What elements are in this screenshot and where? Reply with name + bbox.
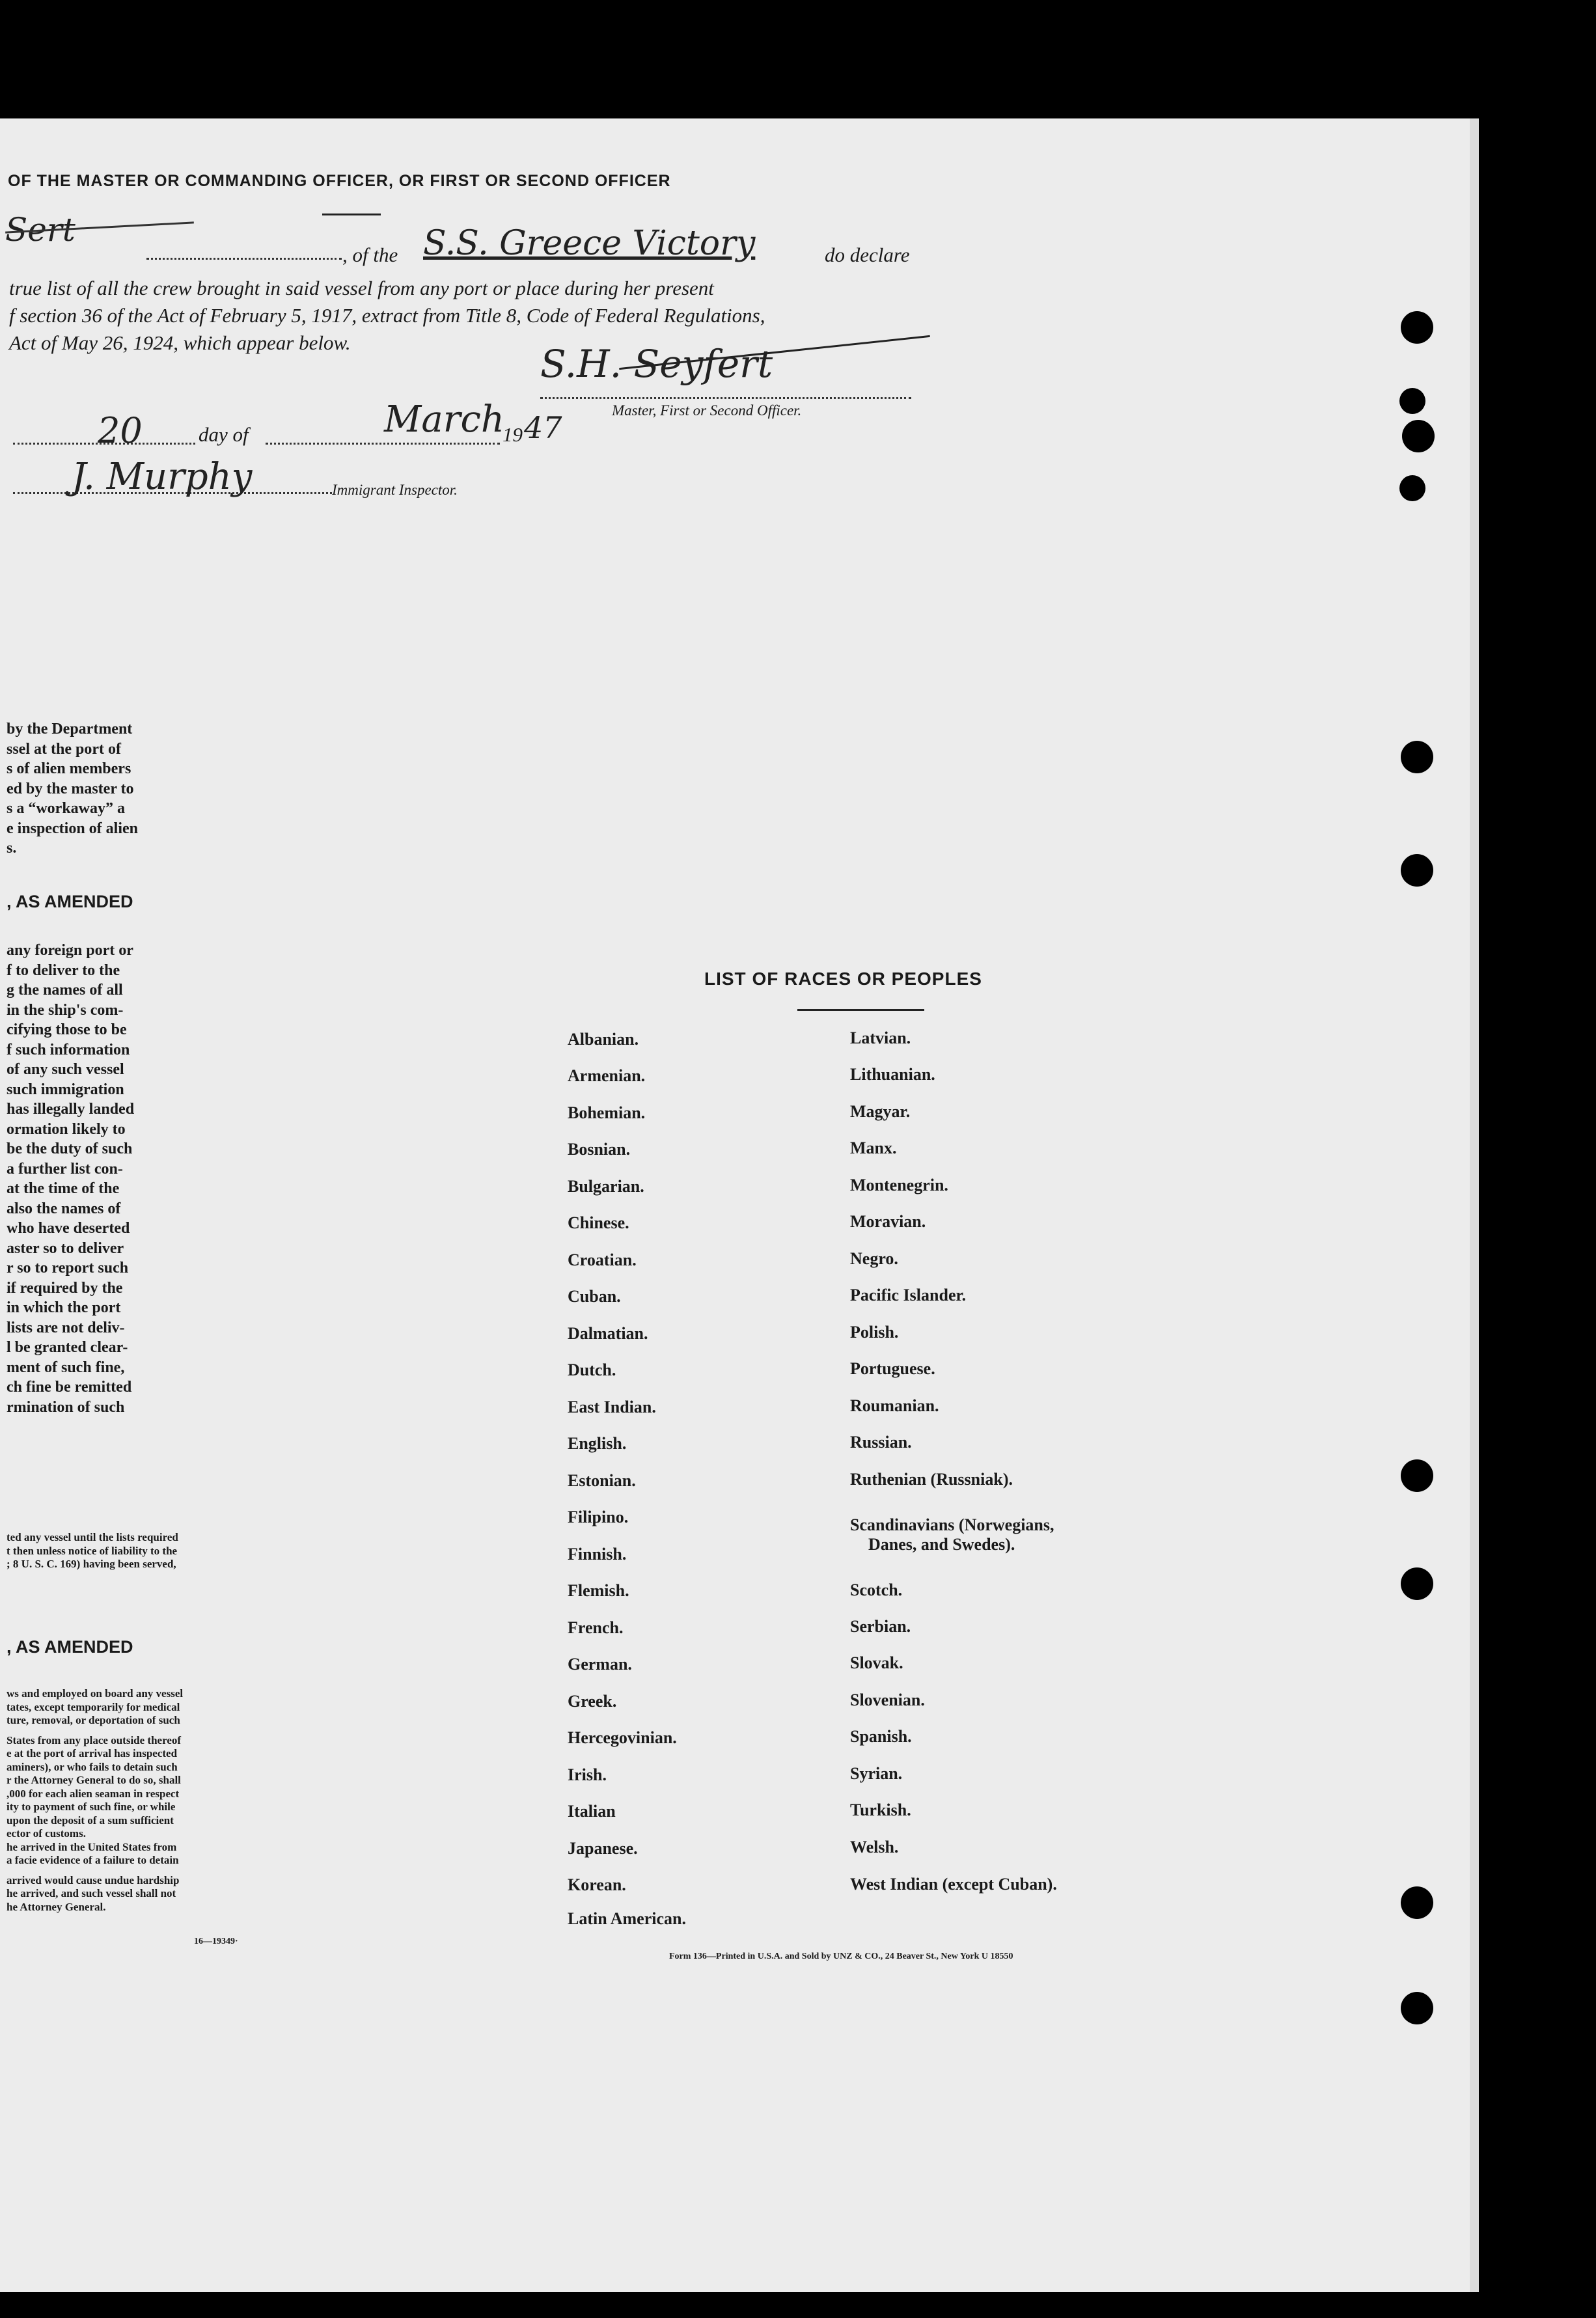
declaration-line-2: true list of all the crew brought in said vessel from any port or place during her present	[9, 277, 714, 299]
race-item: Cuban.	[568, 1287, 621, 1306]
races-title-rule	[797, 1009, 924, 1011]
race-item: Estonian.	[568, 1471, 636, 1490]
punch-hole	[1402, 420, 1435, 452]
left-paragraph-1: by the Department ssel at the port of s of alien members ed by the master to s a “workaway” a e inspection of alien s.	[7, 721, 138, 857]
race-item: Danes, and Swedes).	[868, 1535, 1015, 1554]
punch-hole	[1401, 1886, 1433, 1919]
handwritten-name: Sert	[5, 211, 76, 249]
race-item: Manx.	[850, 1138, 897, 1157]
header-rule	[322, 214, 381, 215]
race-item: Spanish.	[850, 1727, 912, 1746]
race-item: Scotch.	[850, 1580, 903, 1599]
race-item: Slovak.	[850, 1653, 903, 1672]
race-item: Latvian.	[850, 1028, 911, 1047]
race-item: Pacific Islander.	[850, 1286, 967, 1304]
of-the-label: , of the	[342, 243, 398, 266]
inspector-signature: J. Murphy	[72, 456, 253, 498]
race-item: Latin American.	[568, 1909, 686, 1928]
race-item: Greek.	[568, 1692, 617, 1711]
race-item: Bohemian.	[568, 1103, 646, 1122]
race-item: Irish.	[568, 1765, 607, 1784]
race-item: Magyar.	[850, 1102, 911, 1121]
section-heading-1: , AS AMENDED	[7, 892, 133, 911]
do-declare-label: do declare	[825, 243, 910, 266]
race-item: East Indian.	[568, 1398, 656, 1416]
race-item: Italian	[568, 1802, 616, 1821]
punch-hole	[1401, 1992, 1433, 2024]
form-number: 16—19349·	[194, 1937, 238, 1946]
race-item: English.	[568, 1434, 627, 1453]
race-item: Dalmatian.	[568, 1324, 648, 1343]
race-item: Turkish.	[850, 1801, 911, 1819]
punch-hole	[1401, 1459, 1433, 1492]
race-item: Roumanian.	[850, 1396, 939, 1415]
race-item: Slovenian.	[850, 1690, 925, 1709]
race-item: Ruthenian (Russniak).	[850, 1470, 1013, 1489]
race-item: Armenian.	[568, 1066, 646, 1085]
race-item: Albanian.	[568, 1030, 639, 1049]
inspector-label: Immigrant Inspector.	[332, 482, 458, 498]
race-item: Chinese.	[568, 1213, 629, 1232]
race-item: Bulgarian.	[568, 1177, 644, 1196]
handwritten-year: 47	[524, 410, 562, 445]
race-item: Moravian.	[850, 1212, 926, 1231]
race-item: Syrian.	[850, 1764, 903, 1783]
race-item: Finnish.	[568, 1545, 627, 1564]
race-item: Serbian.	[850, 1617, 911, 1636]
punch-hole	[1399, 388, 1425, 414]
handwritten-month: March	[384, 398, 504, 441]
section-heading-2: , AS AMENDED	[7, 1637, 133, 1657]
race-item: Welsh.	[850, 1838, 899, 1856]
punch-hole	[1401, 854, 1433, 887]
left-paragraph-2: any foreign port or f to deliver to the g the names of all in the ship's com- cifying those to be f such information of any such vessel such immigration has illegally landed ormation likely to be the duty of such a further list con- at the time of the also the names of who have deserted aster so to deliver r so to report such if required by the in which the port lists are not deliv- l be granted clear- ment of such fine, ch fine be remitted rmination of such	[7, 942, 135, 1416]
declaration-line-4: Act of May 26, 1924, which appear below.	[9, 331, 351, 354]
punch-hole	[1401, 741, 1433, 773]
race-item: Croatian.	[568, 1250, 637, 1269]
printer-note: Form 136—Printed in U.S.A. and Sold by UNZ & CO., 24 Beaver St., New York U 18550	[669, 1952, 1013, 1961]
punch-hole	[1401, 1567, 1433, 1600]
handwritten-day: 20	[98, 410, 143, 451]
left-paragraph-3: ted any vessel until the lists required t then unless notice of liability to the ; 8 U. S. C. 169) having been served,	[7, 1531, 178, 1570]
race-item: Portuguese.	[850, 1359, 935, 1378]
page-edge	[1470, 118, 1479, 2292]
race-item: West Indian (except Cuban).	[850, 1875, 1057, 1894]
signature-caption: Master, First or Second Officer.	[612, 402, 802, 419]
punch-hole	[1399, 475, 1425, 501]
race-item: Scandinavians (Norwegians,	[850, 1515, 1054, 1534]
race-item: Bosnian.	[568, 1140, 631, 1159]
race-item: Flemish.	[568, 1581, 629, 1600]
punch-hole	[1401, 311, 1433, 344]
signature-line	[540, 397, 911, 399]
race-item: German.	[568, 1655, 632, 1674]
month-line	[266, 443, 500, 445]
race-item: Montenegrin.	[850, 1176, 948, 1194]
race-item: Lithuanian.	[850, 1065, 935, 1084]
scan-speck	[454, 26, 461, 38]
race-item: Russian.	[850, 1433, 912, 1452]
race-item: Japanese.	[568, 1839, 638, 1858]
year-prefix: 19	[502, 423, 523, 446]
form-header: OF THE MASTER OR COMMANDING OFFICER, OR FIRST OR SECOND OFFICER	[8, 172, 671, 190]
race-item: Hercegovinian.	[568, 1728, 677, 1747]
race-item: Dutch.	[568, 1360, 616, 1379]
handwritten-vessel-name: S.S. Greece Victory	[423, 224, 756, 263]
declaration-line-3: f section 36 of the Act of February 5, 1917, extract from Title 8, Code of Federal Regulations,	[9, 304, 765, 327]
left-paragraph-4: ws and employed on board any vessel tates, except temporarily for medical ture, removal, or deportation of such States from any place outside thereof e at the port of arrival has inspected aminers), or who fails to detain such r the Attorney General to do so, shall ,000 for each alien seaman in respect ity to payment of such fine, or while upon the deposit of a sum sufficient ector of customs. he arrived in the United States from a facie evidence of a failure to detain arrived would cause undue hardship he arrived, and such vessel shall not he Attorney General.	[7, 1687, 184, 1913]
race-item: Filipino.	[568, 1508, 629, 1526]
race-item: French.	[568, 1618, 624, 1637]
races-title: LIST OF RACES OR PEOPLES	[704, 969, 982, 989]
race-item: Polish.	[850, 1323, 899, 1342]
master-signature: S.H. Seyfert	[540, 342, 773, 386]
day-of-label: day of	[199, 423, 249, 446]
race-item: Negro.	[850, 1249, 898, 1268]
fill-line	[146, 258, 342, 260]
race-item: Korean.	[568, 1875, 626, 1894]
